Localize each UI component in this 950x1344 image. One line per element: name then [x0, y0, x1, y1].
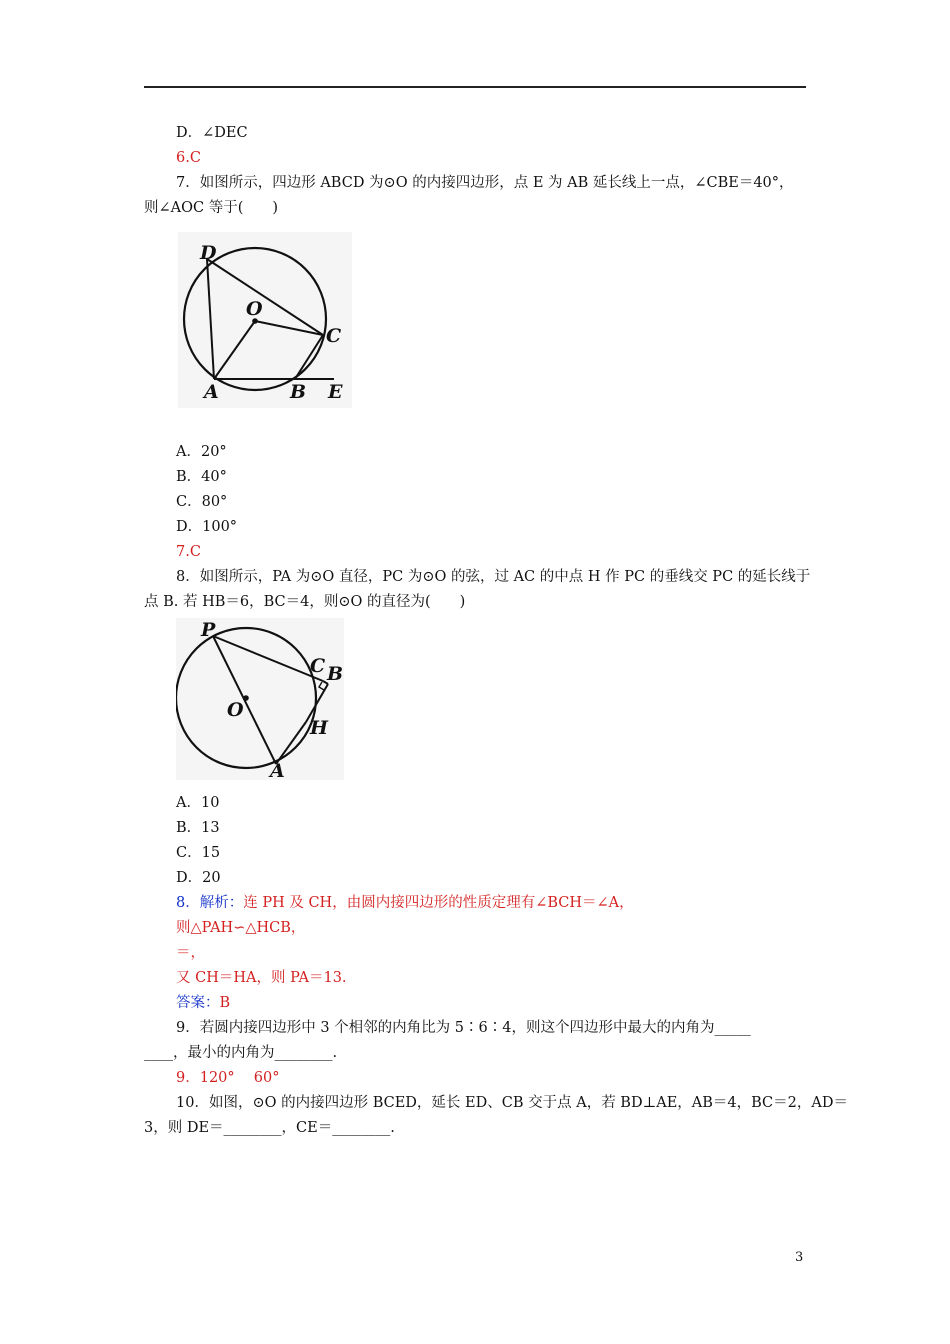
q8-label-o: O	[227, 699, 244, 721]
q8-label-p: P	[201, 619, 216, 641]
q8-option-c: C．15	[176, 845, 221, 861]
q8-analysis-line1	[176, 893, 634, 913]
q8-answer-value: B	[219, 995, 231, 1011]
q10-stem-line2: 3，则 DE＝________，CE＝________.	[144, 1120, 395, 1136]
q8-figure-circle-diameter	[176, 618, 344, 780]
q7-label-c: C	[326, 325, 342, 347]
q7-label-a: A	[204, 381, 219, 403]
q7-option-b: B．40°	[176, 469, 227, 485]
q8-label-a: A	[270, 760, 285, 780]
q7-option-c: C．80°	[176, 494, 228, 510]
header-rule	[144, 86, 806, 88]
q7-label-o: O	[246, 298, 263, 320]
q8-analysis-text1: 连 PH 及 CH，由圆内接四边形的性质定理有∠BCH＝∠A，	[243, 895, 634, 911]
q9-answer: 9．120° 60°	[176, 1070, 280, 1086]
q7-label-d: D	[200, 242, 217, 264]
q8-option-a: A．10	[176, 795, 220, 811]
q6-option-d: D．∠DEC	[176, 125, 248, 141]
q8-option-d: D．20	[176, 870, 221, 886]
q8-answer	[176, 993, 230, 1013]
q8-label-b: B	[327, 663, 344, 685]
q8-option-b: B．13	[176, 820, 220, 836]
q7-stem-line1: 7．如图所示，四边形 ABCD 为⊙O 的内接四边形，点 E 为 AB 延长线上一点，∠CBE＝40°，	[176, 175, 794, 191]
q9-stem-line2: ____，最小的内角为________.	[144, 1045, 338, 1061]
q9-stem-line1: 9．若圆内接四边形中 3 个相邻的内角比为 5∶6∶4，则这个四边形中最大的内角为_____	[176, 1020, 751, 1036]
q8-analysis-label: 8．解析：	[176, 895, 244, 911]
q8-analysis-line2: 则△PAH∽△HCB，	[176, 920, 306, 936]
q7-option-a: A．20°	[176, 444, 227, 460]
q8-stem-line1: 8．如图所示，PA 为⊙O 直径，PC 为⊙O 的弦，过 AC 的中点 H 作 PC 的垂线交 PC 的延长线于	[176, 569, 811, 585]
q7-label-e: E	[328, 381, 343, 403]
q7-stem-line2: 则∠AOC 等于( )	[144, 200, 279, 216]
q8-analysis-line3: ＝，	[176, 945, 205, 961]
q7-label-b: B	[290, 381, 307, 403]
q8-analysis-line4: 又 CH＝HA，则 PA＝13.	[176, 970, 347, 986]
q8-label-c: C	[310, 655, 326, 677]
q8-stem-line2: 点 B. 若 HB＝6，BC＝4，则⊙O 的直径为( )	[144, 594, 466, 610]
q6-answer: 6.C	[176, 150, 201, 166]
q7-option-d: D．100°	[176, 519, 238, 535]
q7-answer: 7.C	[176, 544, 201, 560]
page-number: 3	[795, 1250, 804, 1265]
q7-figure-circle-quadrilateral	[178, 232, 352, 408]
q10-stem-line1: 10．如图，⊙O 的内接四边形 BCED，延长 ED、CB 交于点 A，若 BD⊥AE，AB＝4，BC＝2，AD＝	[176, 1095, 848, 1111]
q8-answer-label: 答案：	[176, 995, 220, 1011]
q8-label-h: H	[310, 717, 328, 739]
